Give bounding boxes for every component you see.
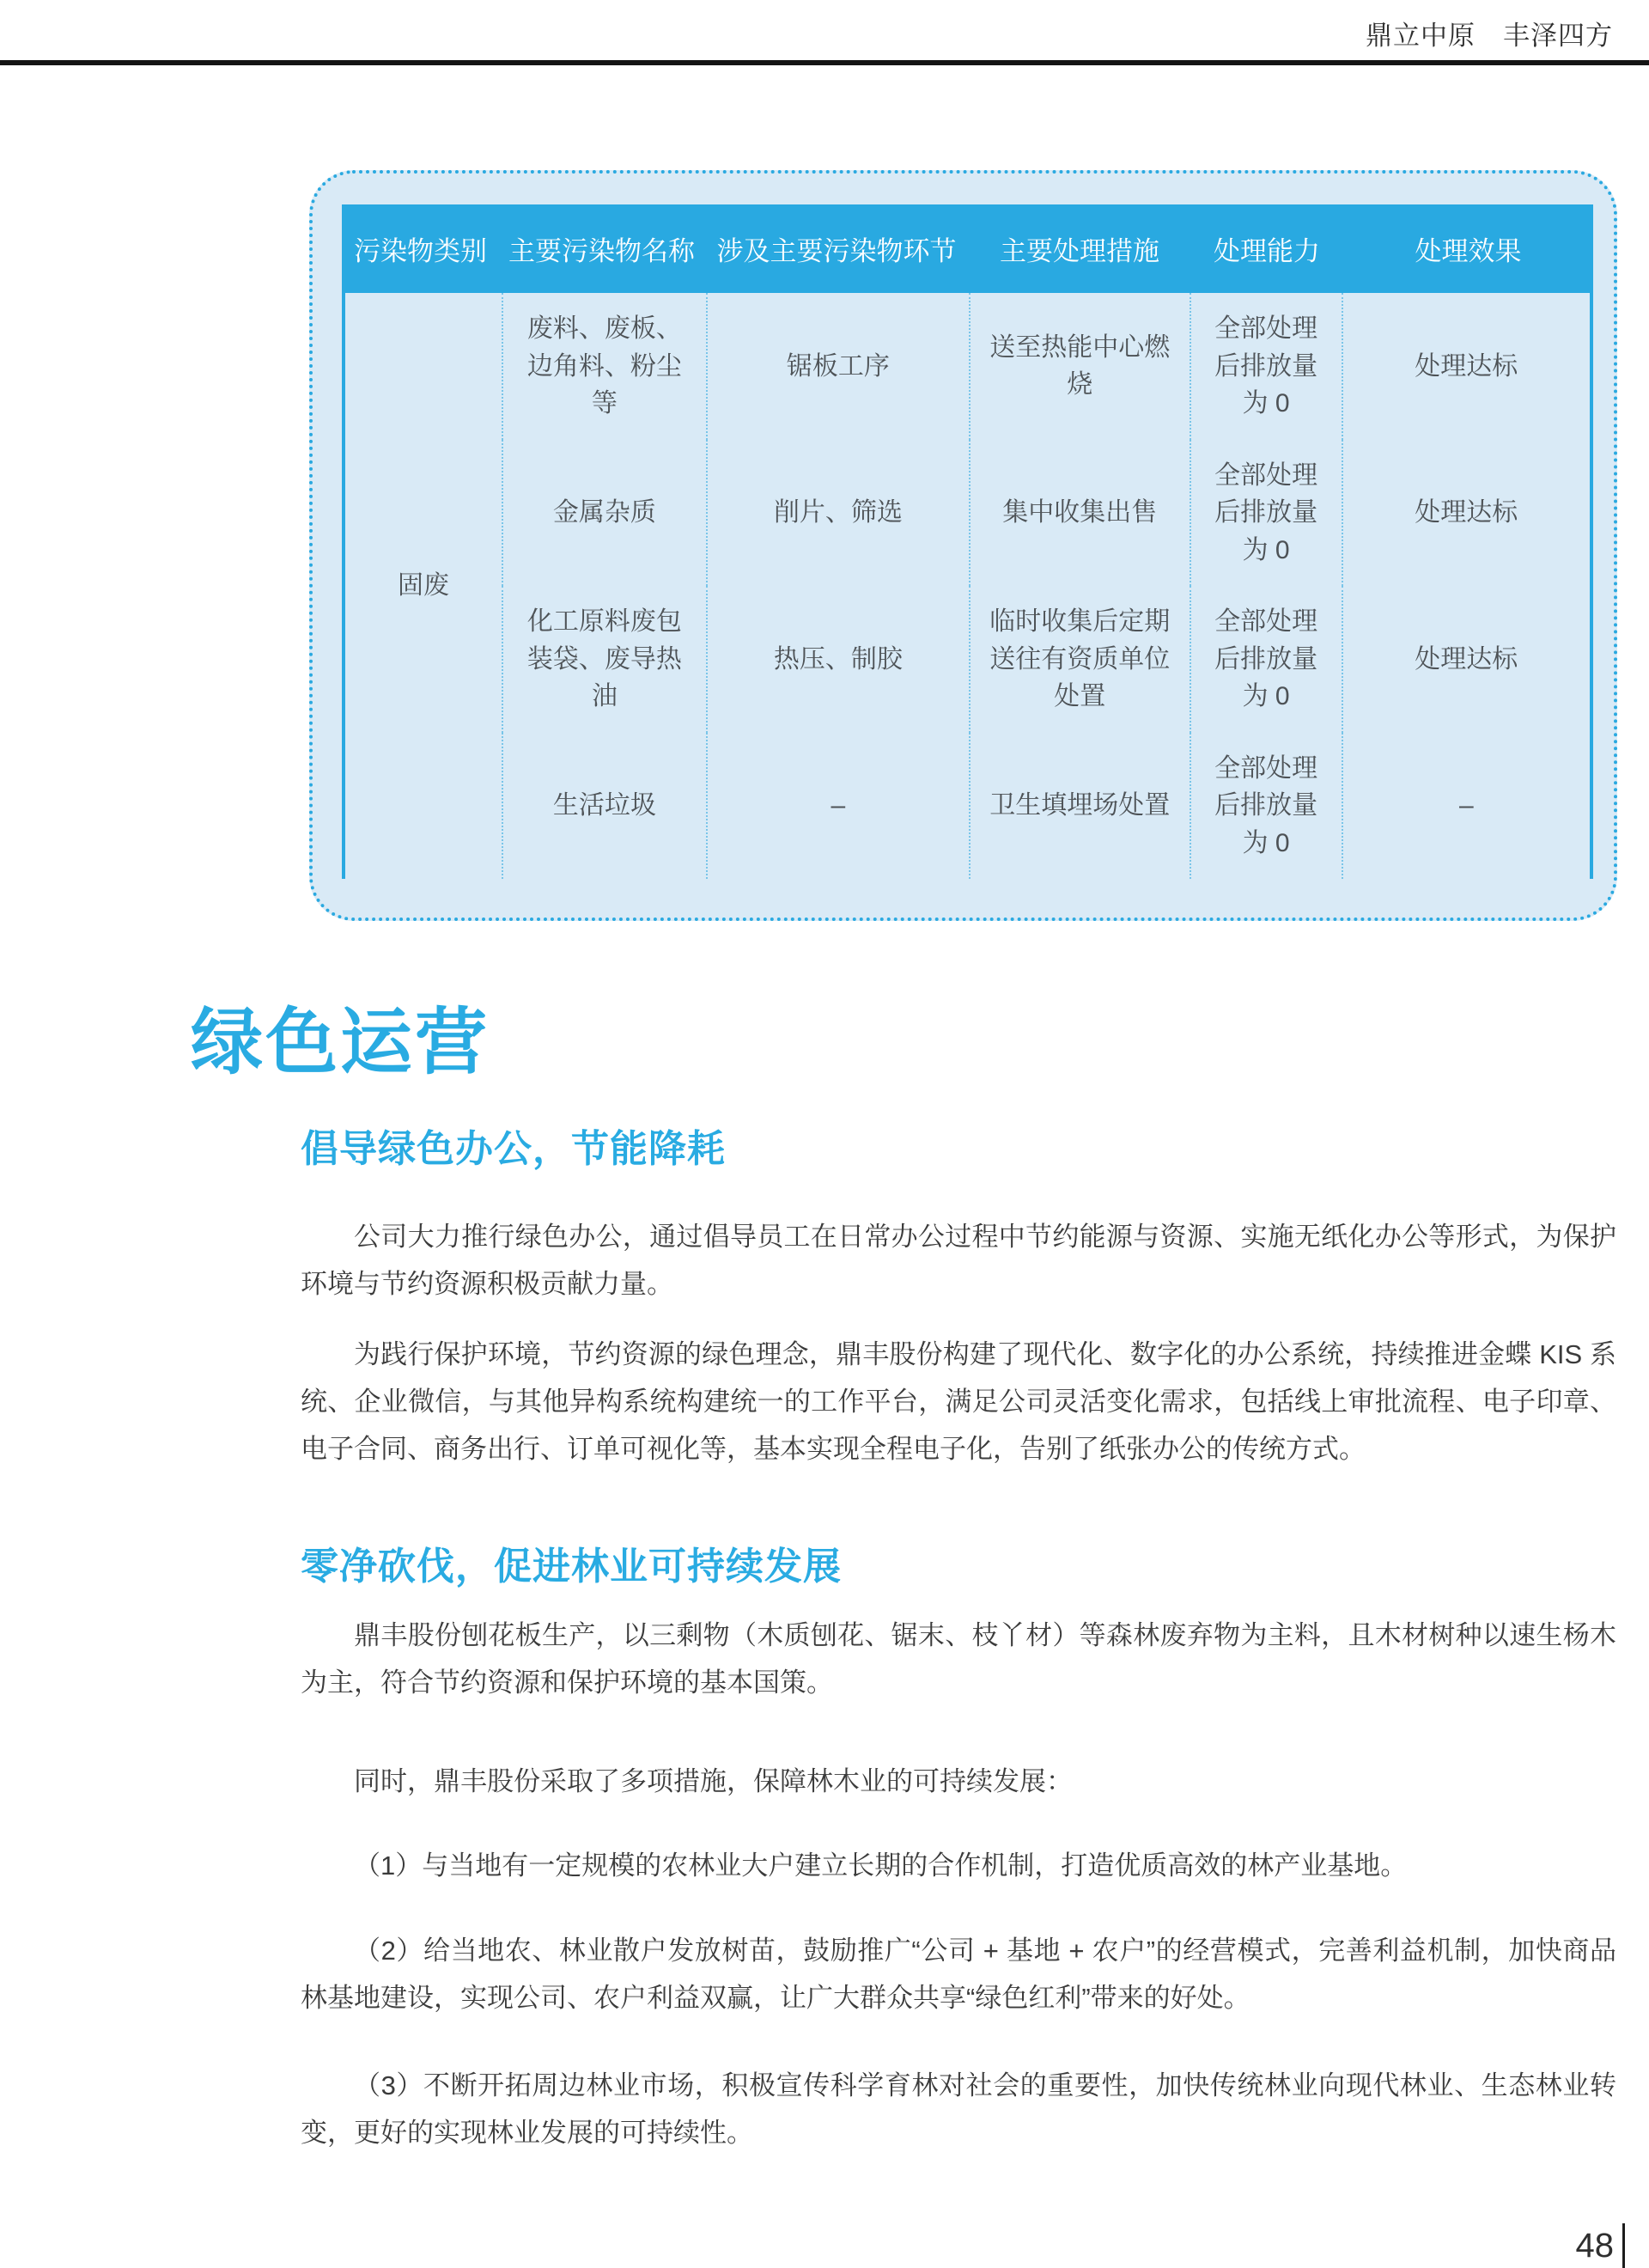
table-cell: 卫生填埋场处置 <box>969 733 1190 880</box>
table-cell: 废料、废板、边角料、粉尘等 <box>502 293 706 440</box>
paragraph: 鼎丰股份刨花板生产，以三剩物（木质刨花、锯末、枝丫材）等森林废弃物为主料，且木材树种以速生杨木为主，符合节约资源和保护环境的基本国策。 <box>301 1620 1616 1698</box>
paragraph: 为践行保护环境，节约资源的绿色理念，鼎丰股份构建了现代化、数字化的办公系统，持续推进金蝶 KIS 系统、企业微信，与其他异构系统构建统一的工作平台，满足公司灵活变化需求，包括线上审批流程、电子印章、电子合同、商务出行、订单可视化等，基本实现全程电子化，告别了纸张办公的传统方式。 <box>301 1339 1616 1464</box>
column-header-treatment-effect: 处理效果 <box>1415 236 1522 266</box>
column-header-pollutant-category: 污染物类别 <box>354 236 487 266</box>
paragraph: 同时，鼎丰股份采取了多项措施，保障林木业的可持续发展： <box>354 1766 1073 1796</box>
pollutant-table-card <box>309 170 1617 921</box>
table-cell: 处理达标 <box>1342 586 1590 733</box>
category-cell: 固废 <box>397 571 449 601</box>
page-number: 48 <box>1575 2226 1614 2265</box>
page-footer <box>1576 2223 1626 2268</box>
table-header-row <box>342 204 1593 293</box>
table-cell: 热压、制胶 <box>706 586 969 733</box>
table-cell: 处理达标 <box>1342 293 1590 440</box>
table-cell: – <box>1342 733 1590 880</box>
table-cell: 生活垃圾 <box>502 733 706 880</box>
subheading-green-office: 倡导绿色办公，节能降耗 <box>301 1128 726 1170</box>
table-cell: 化工原料废包装袋、废导热油 <box>502 586 706 733</box>
table-cell: 全部处理后排放量为 0 <box>1190 586 1342 733</box>
table-cell: 金属杂质 <box>502 440 706 587</box>
table-cell: 全部处理后排放量为 0 <box>1190 440 1342 587</box>
pollutant-table <box>342 204 1593 879</box>
paragraph: 公司大力推行绿色办公，通过倡导员工在日常办公过程中节约能源与资源、实施无纸化办公等形式，为保护环境与节约资源积极贡献力量。 <box>301 1222 1616 1299</box>
section-title: 绿色运营 <box>191 1002 490 1082</box>
column-header-treatment-measure: 主要处理措施 <box>1000 236 1159 266</box>
table-cell: 削片、筛选 <box>706 440 969 587</box>
list-item-1: （1）与当地有一定规模的农林业大户建立长期的合作机制，打造优质高效的林产业基地。 <box>354 1850 1408 1881</box>
header-slogan: 鼎立中原 丰泽四方 <box>1366 21 1613 51</box>
table-body <box>342 293 1593 879</box>
subheading-zero-logging: 零净砍伐，促进林业可持续发展 <box>301 1546 842 1588</box>
table-cell: 临时收集后定期送往有资质单位处置 <box>969 586 1190 733</box>
table-cell: 全部处理后排放量为 0 <box>1190 733 1342 880</box>
table-cell: 集中收集出售 <box>969 440 1190 587</box>
table-cell: 锯板工序 <box>706 293 969 440</box>
table-cell: 处理达标 <box>1342 440 1590 587</box>
list-item-2: （2）给当地农、林业散户发放树苗，鼓励推广“公司 + 基地 + 农户”的经营模式，完善利益机制，加快商品林基地建设，实现公司、农户利益双赢，让广大群众共享“绿色红利”带来的好处。 <box>301 1936 1616 2013</box>
list-item-3: （3）不断开拓周边林业市场，积极宣传科学育林对社会的重要性，加快传统林业向现代林业、生态林业转变，更好的实现林业发展的可持续性。 <box>301 2070 1616 2148</box>
table-cell: – <box>706 733 969 880</box>
column-header-treatment-capacity: 处理能力 <box>1214 236 1320 266</box>
page-number-divider <box>1622 2223 1625 2268</box>
column-header-pollutant-name: 主要污染物名称 <box>508 236 695 266</box>
table-cell: 全部处理后排放量为 0 <box>1190 293 1342 440</box>
column-header-process-stage: 涉及主要污染物环节 <box>716 236 957 266</box>
page-header <box>0 0 1649 65</box>
table-cell: 送至热能中心燃烧 <box>969 293 1190 440</box>
